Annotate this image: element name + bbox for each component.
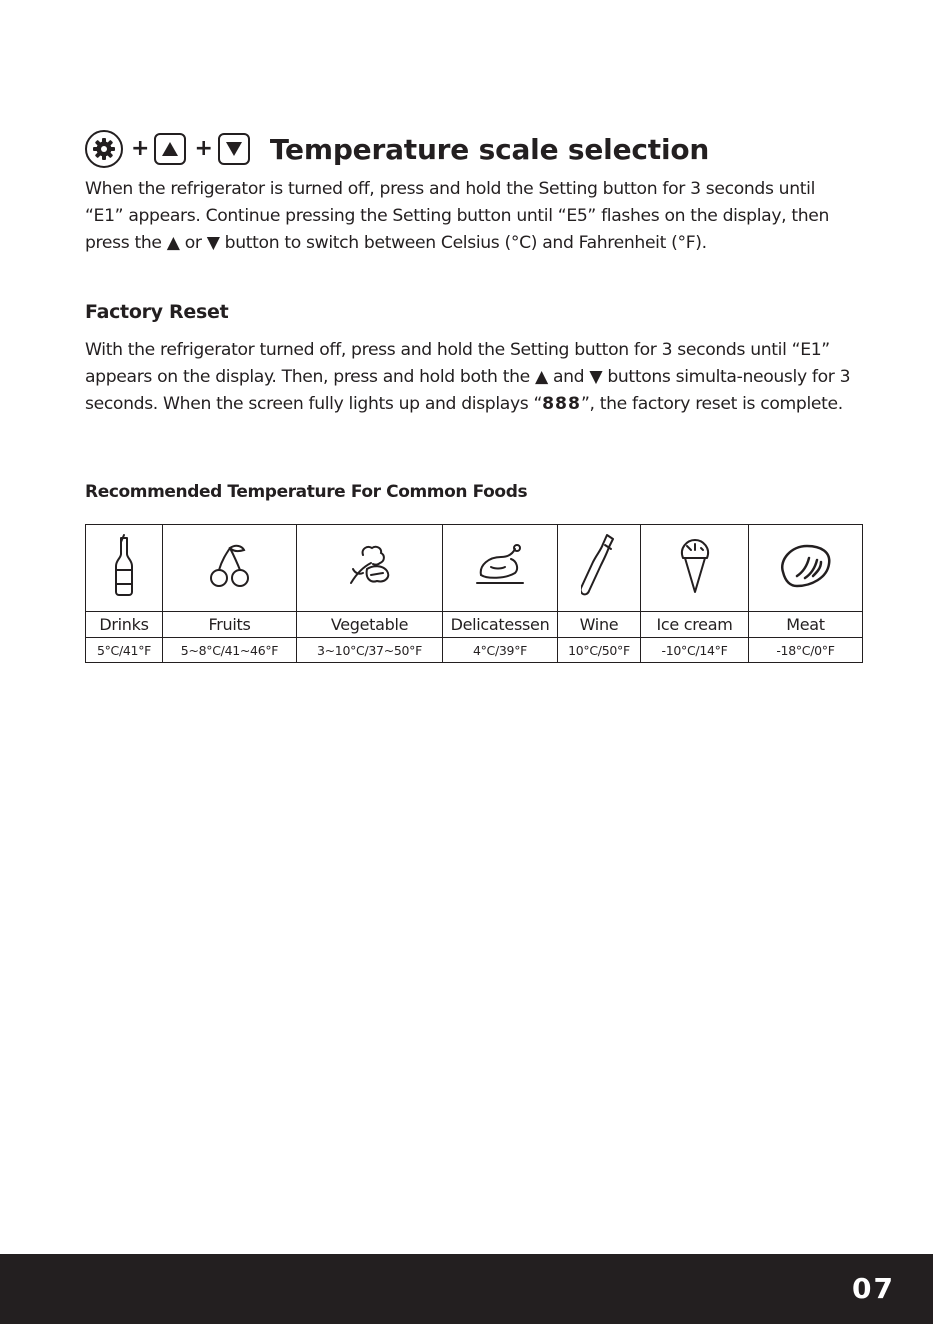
table-cell [443,525,558,612]
gear-icon [85,130,123,168]
food-name: Fruits [163,612,297,638]
table-cell [749,525,863,612]
food-name-row [86,612,863,638]
food-temperature: 10°C/50°F [558,638,641,663]
food-temperature: -10°C/14°F [641,638,749,663]
down-triangle-icon [218,133,250,165]
food-temperature: 3~10°C/37~50°F [297,638,443,663]
food-name: Wine [558,612,641,638]
icon-row [86,525,863,612]
table-cell [163,525,297,612]
heading-row [85,128,709,170]
cherry-icon [206,542,254,590]
food-temperature: 4°C/39°F [443,638,558,663]
foods-temperature-table [85,524,863,663]
table-cell [297,525,443,612]
factory-reset-text-end: ”, the factory reset is complete. [580,393,843,414]
footer-bar [0,1254,933,1324]
food-name: Ice cream [641,612,749,638]
steak-icon [777,542,835,590]
food-name: Delicatessen [443,612,558,638]
food-temperature: 5~8°C/41~46°F [163,638,297,663]
drink-bottle-icon [109,534,139,598]
food-temperature: -18°C/0°F [749,638,863,663]
plus-sign: + [131,136,150,161]
factory-reset-paragraph [85,337,855,417]
food-name: Drinks [86,612,163,638]
plus-sign: + [194,136,213,161]
section-title: Temperature scale selection [269,132,710,166]
display-digits: 888 [542,393,581,414]
food-temperature-row [86,638,863,663]
page-number: 07 [852,1272,895,1305]
table-cell [558,525,641,612]
roast-chicken-icon [473,543,527,589]
factory-reset-title: Factory Reset [85,301,229,323]
ice-cream-icon [677,536,713,596]
up-triangle-icon [154,133,186,165]
table-cell [86,525,163,612]
scale-selection-paragraph: When the refrigerator is turned off, press and hold the Setting button for 3 seconds until “E1” appears. Continue pressing the Setting button until “E5” flashes on the display, then press the ▲ or ▼ button to switch between Celsius (°C) and Fahrenheit (°F). [85,179,830,253]
foods-table-title: Recommended Temperature For Common Foods [85,482,528,502]
food-temperature: 5°C/41°F [86,638,163,663]
food-name: Vegetable [297,612,443,638]
table-cell [641,525,749,612]
food-name: Meat [749,612,863,638]
vegetable-icon [345,543,395,589]
wine-bottle-icon [581,533,617,599]
factory-reset-text-start: With the refrigerator turned off, press and hold the Setting button for 3 seconds until “E1” appears on the display. Then, press and hold both the ▲ and ▼ buttons simulta-neously for 3 seconds. When the screen fully lights up and displays “ [85,340,851,414]
